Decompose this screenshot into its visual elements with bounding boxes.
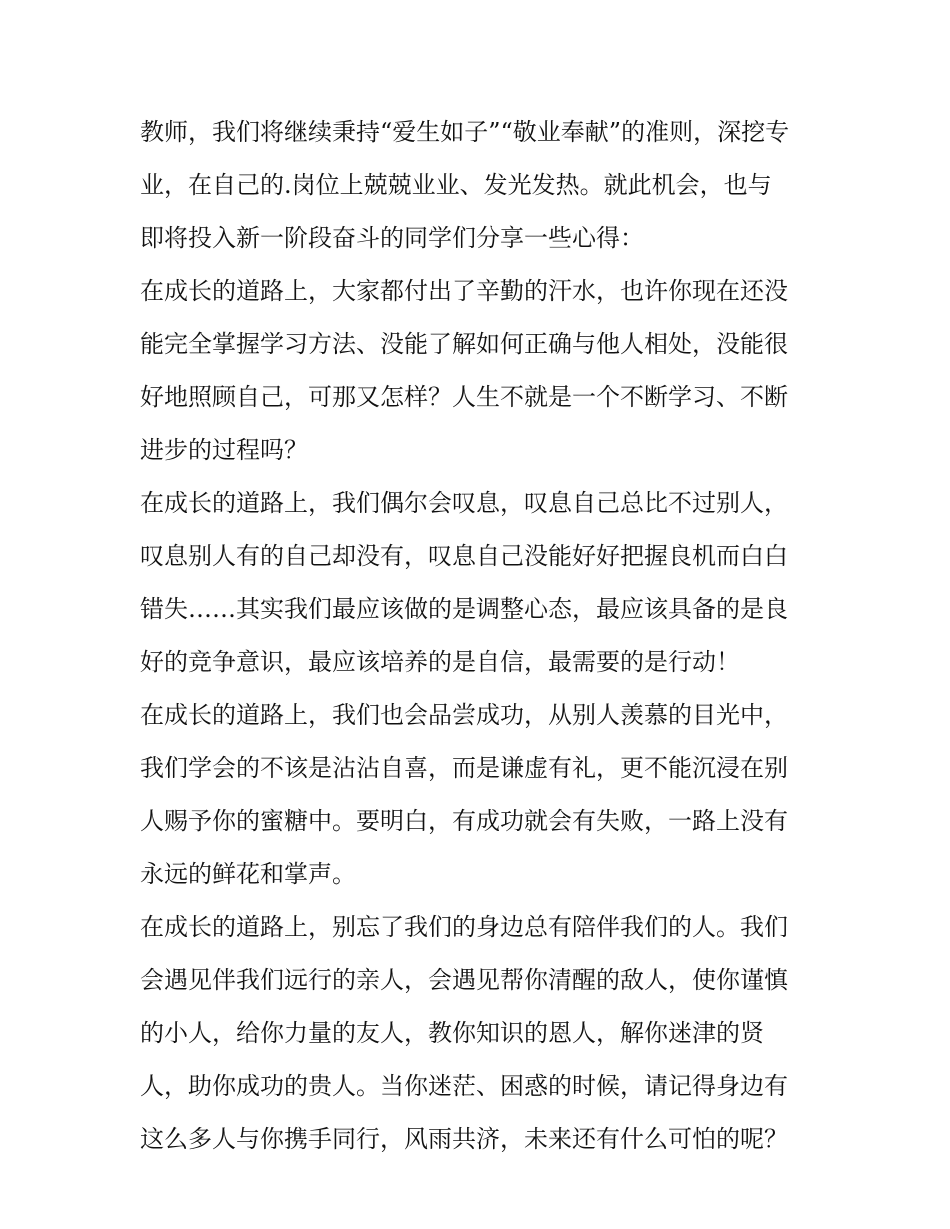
text-line: 这么多人与你携手同行，风雨共济，未来还有什么可怕的呢？ [140,1125,788,1153]
text-line: 在成长的道路上，我们偶尔会叹息，叹息自己总比不过别人， [140,489,788,517]
text-line: 在成长的道路上，大家都付出了辛勤的汗水，也许你现在还没 [140,277,788,305]
body-text [140,106,820,1166]
text-line: 错失……其实我们最应该做的是调整心态，最应该具备的是良 [140,595,788,623]
text-line: 叹息别人有的自己却没有，叹息自己没能好好把握良机而白白 [140,542,788,570]
text-line: 会遇见伴我们远行的亲人，会遇见帮你清醒的敌人，使你谨慎 [140,966,788,994]
text-line: 的小人，给你力量的友人，教你知识的恩人，解你迷津的贤 [140,1019,764,1047]
text-line: 永远的鲜花和掌声。 [140,860,356,888]
text-line: 能完全掌握学习方法、没能了解如何正确与他人相处，没能很 [140,330,788,358]
text-line: 业，在自己的.岗位上兢兢业业、发光发热。就此机会，也与 [140,171,772,199]
text-line: 在成长的道路上，别忘了我们的身边总有陪伴我们的人。我们 [140,913,788,941]
text-line: 我们学会的不该是沾沾自喜，而是谦虚有礼，更不能沉浸在别 [140,754,788,782]
text-line: 好地照顾自己，可那又怎样？人生不就是一个不断学习、不断 [140,383,788,411]
text-line: 好的竞争意识，最应该培养的是自信，最需要的是行动！ [140,648,740,676]
text-line: 即将投入新一阶段奋斗的同学们分享一些心得： [140,224,644,252]
text-line: 人赐予你的蜜糖中。要明白，有成功就会有失败，一路上没有 [140,807,788,835]
text-line: 在成长的道路上，我们也会品尝成功，从别人羡慕的目光中， [140,701,788,729]
text-line: 人，助你成功的贵人。当你迷茫、困惑的时候，请记得身边有 [140,1072,788,1100]
text-line: 教师，我们将继续秉持“爱生如子”“敬业奉献”的准则，深挖专 [140,118,790,146]
text-line: 进步的过程吗？ [140,436,308,464]
